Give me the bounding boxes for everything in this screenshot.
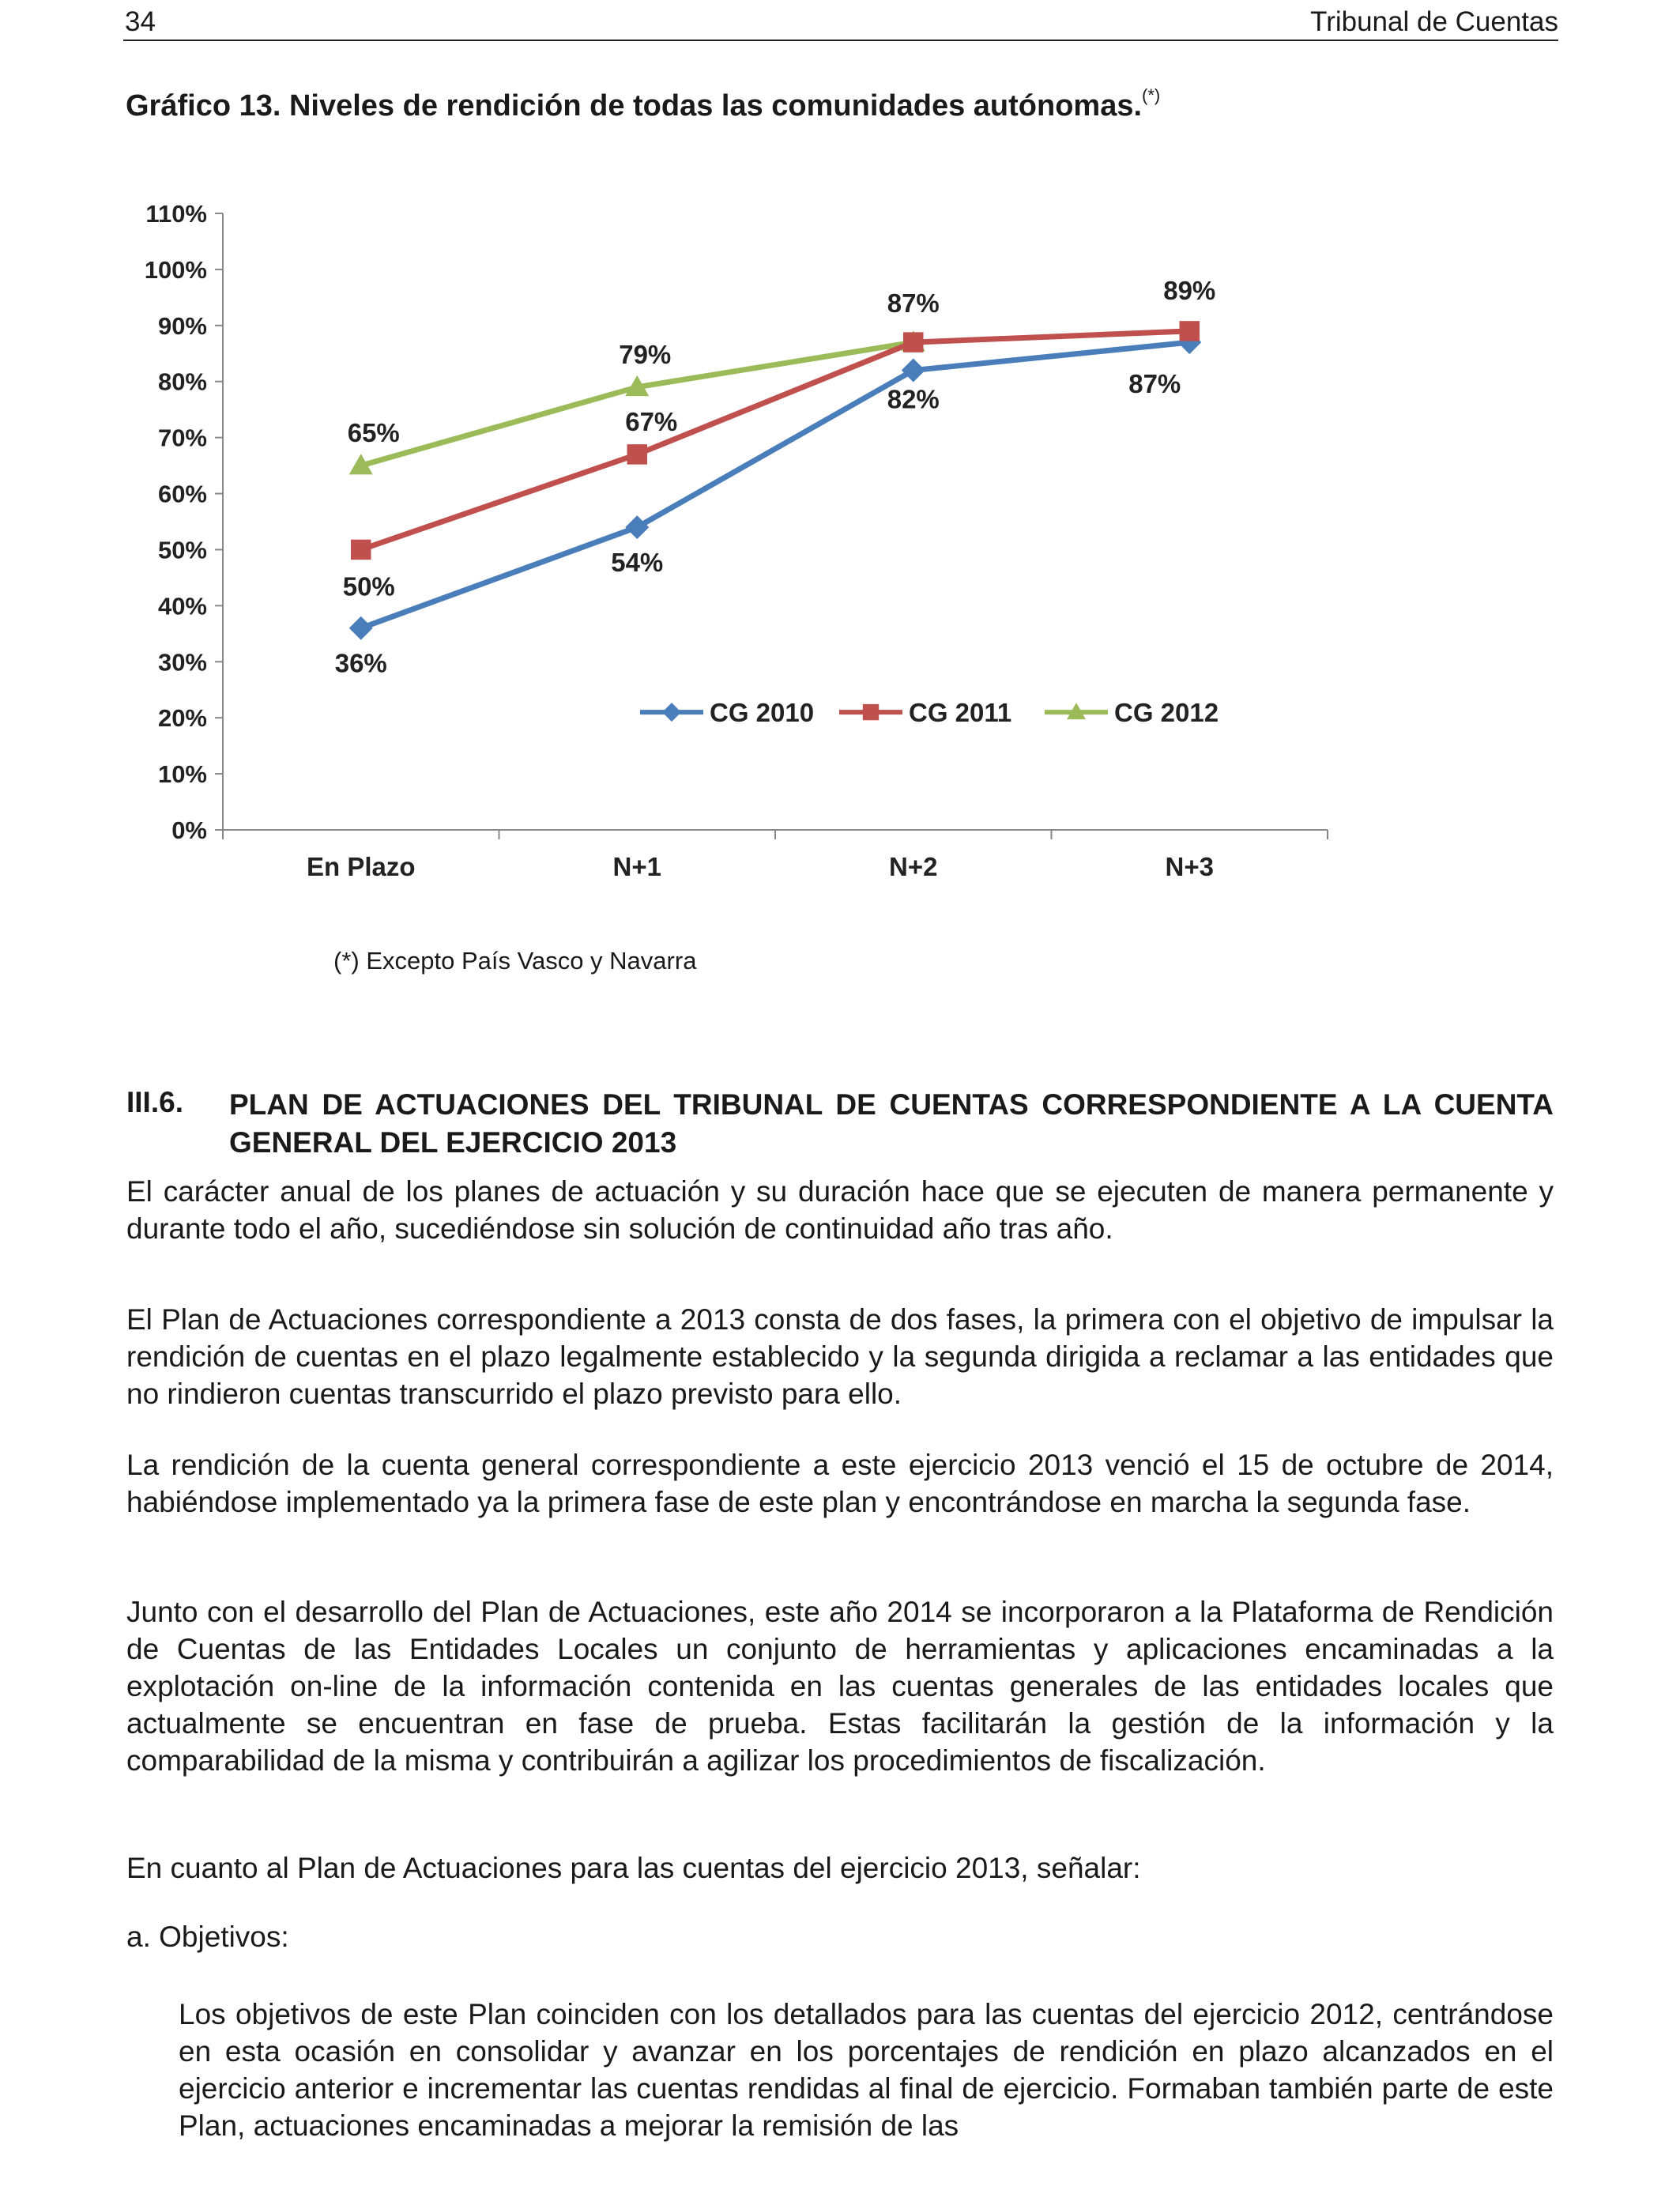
data-label: 82% xyxy=(887,384,940,414)
figure-footnote: (*) Excepto País Vasco y Navarra xyxy=(333,947,697,974)
paragraph-1: El carácter anual de los planes de actuación y su duración hace que se ejecuten de manera permanente y durante todo el año, sucediéndose sin solución de continuidad año tras año. xyxy=(126,1175,1554,1245)
y-tick-label: 60% xyxy=(157,480,207,508)
running-header-title: Tribunal de Cuentas xyxy=(1310,6,1558,37)
y-tick-label: 80% xyxy=(157,368,207,396)
x-tick-labels xyxy=(307,852,1214,881)
y-tick-label: 90% xyxy=(157,311,207,340)
series-marker xyxy=(349,616,373,640)
x-tick-label: N+1 xyxy=(612,852,661,881)
legend-label: CG 2012 xyxy=(1114,698,1219,728)
data-label: 89% xyxy=(1163,275,1216,305)
legend-label: CG 2010 xyxy=(710,698,815,728)
data-label: 67% xyxy=(625,406,678,436)
x-tick-label: N+2 xyxy=(889,852,938,881)
y-tick-label: 10% xyxy=(157,760,207,789)
data-label: 50% xyxy=(342,571,395,601)
series-marker xyxy=(902,359,925,383)
series-marker xyxy=(627,444,648,465)
data-label: 54% xyxy=(611,548,664,578)
list-item-label: a. Objetivos: xyxy=(126,1921,289,1953)
section-number: III.6. xyxy=(126,1086,183,1118)
data-label: 79% xyxy=(619,339,672,369)
paragraph-5: En cuanto al Plan de Actuaciones para las cuentas del ejercicio 2013, señalar: xyxy=(126,1852,1141,1884)
page-header xyxy=(123,3,1558,41)
y-tick-label: 100% xyxy=(144,255,207,284)
legend-marker xyxy=(863,704,879,720)
y-tick-label: 110% xyxy=(145,200,207,228)
y-tick-label: 20% xyxy=(157,704,207,733)
section-title: PLAN DE ACTUACIONES DEL TRIBUNAL DE CUENTAS CORRESPONDIENTE A LA CUENTA GENERAL DEL EJERCICIO 2013 xyxy=(229,1088,1554,1159)
page-number: 34 xyxy=(125,6,156,37)
series-line xyxy=(361,339,1190,628)
series-marker xyxy=(625,515,649,539)
chart-axes xyxy=(215,213,1328,839)
y-tick-label: 0% xyxy=(171,816,207,844)
x-tick-label: En Plazo xyxy=(306,852,416,881)
series-lines xyxy=(361,331,1190,628)
y-tick-label: 70% xyxy=(157,424,207,452)
series-marker xyxy=(1180,321,1200,341)
data-label: 36% xyxy=(334,648,387,678)
paragraph-2: El Plan de Actuaciones correspondiente a 2013 consta de dos fases, la primera con el objetivo de impulsar la rendición de cuentas en el plazo legalmente establecido y la segunda dirigida a reclamar a las entidades que no rindieron cuentas transcurrido el plazo previsto para ello. xyxy=(126,1303,1554,1410)
data-label: 87% xyxy=(887,288,940,319)
figure-title xyxy=(126,85,1160,123)
legend-label: CG 2011 xyxy=(909,698,1012,728)
figure-title-mark: (*) xyxy=(1142,85,1161,105)
series-markers xyxy=(349,321,1202,640)
x-tick-label: N+3 xyxy=(1165,852,1214,881)
data-label: 87% xyxy=(1128,369,1181,399)
legend-marker xyxy=(662,703,681,722)
data-label: 65% xyxy=(347,418,400,448)
figure-title-text: Gráfico 13. Niveles de rendición de todas las comunidades autónomas. xyxy=(126,89,1143,123)
list-item-text: Los objetivos de este Plan coinciden con los detallados para las cuentas del ejercicio 2012, centrándose en esta ocasión en consolidar y avanzar en los porcentajes de rendición en plazo alcanzados en el ejercicio anterior e incrementar las cuentas rendidas al final de ejercicio. Formaban también parte de este Plan, actuaciones encaminadas a mejorar la remisión de las xyxy=(179,1998,1554,2142)
y-tick-label: 50% xyxy=(157,536,207,564)
chart-legend xyxy=(640,698,1219,727)
y-tick-labels xyxy=(145,200,207,844)
line-chart xyxy=(119,190,1351,909)
paragraph-3: La rendición de la cuenta general correspondiente a este ejercicio 2013 venció el 15 de octubre de 2014, habiéndose implementado ya la primera fase de este plan y encontrándose en marcha la segunda fase. xyxy=(126,1449,1554,1518)
y-tick-label: 30% xyxy=(157,648,207,677)
series-marker xyxy=(903,332,924,352)
y-tick-label: 40% xyxy=(157,592,207,620)
series-marker xyxy=(351,540,371,560)
paragraph-4: Junto con el desarrollo del Plan de Actuaciones, este año 2014 se incorporaron a la Plataforma de Rendición de Cuentas de las Entidades Locales un conjunto de herramientas y aplicaciones encaminadas a la explotación on-line de la información contenida en las cuentas generales de las entidades locales que actualmente se encuentran en fase de prueba. Estas facilitarán la gestión de la información y la comparabilidad de la misma y contribuirán a agilizar los procedimientos de fiscalización. xyxy=(126,1596,1554,1777)
